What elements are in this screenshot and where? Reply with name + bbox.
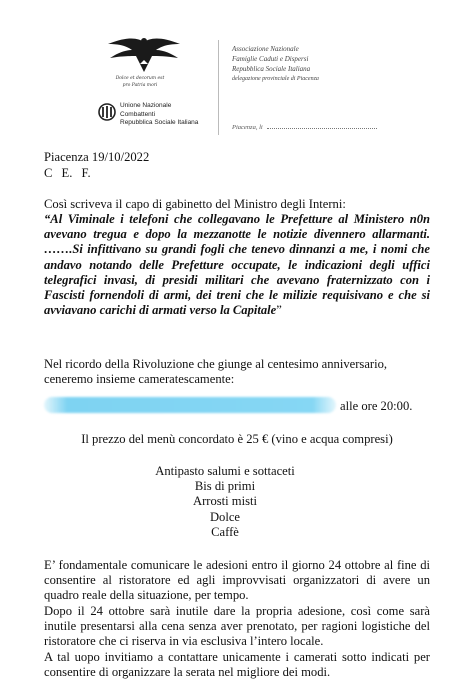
price-line: Il prezzo del menù concordato è 25 € (vino e acqua compresi) [81,432,393,446]
menu-list [100,464,350,540]
quote-text: “Al Viminale i telefoni che collegavano le Prefetture al Ministero n0n avevano tregua e dopo la mezzanotte le notizie divennero allarmanti. …….Si infittivano su grandi fogli che tenevo dinnanzi a me, i nomi che andavo notando delle Prefetture occupate, le indicazioni degli uffici telegrafici invasi, di presidi militari che avevano fraternizzato con i Fascisti fornendoli di armi, dei treni che le milizie requisivano e che si avviavano carichi di armati verso la Capitale [44,212,430,318]
redacted-venue [44,397,336,413]
association-letterhead: Associazione Nazionale Famiglie Caduti e Dispersi Repubblica Sociale Italiana delegazione provinciale di Piacenza [232,45,319,82]
menu-item: Antipasto salumi e sottaceti [155,464,295,478]
dinner-time: alle ore 20:00. [340,399,413,413]
letterhead-place-line: Piacenza, li [232,124,377,131]
uncr-logo [98,102,116,122]
closing-paragraph-contacts: A tal uopo invitiamo a contattare unicamente i camerati sotto indicati per consentire di organizzare la serata nel migliore dei modi. [44,650,430,680]
closing-paragraph-late: Dopo il 24 ottobre sarà inutile dare la propria adesione, così come sarà inutile presentarsi alla cena senza aver prenotato, per ragioni logistiche del ristoratore che ci riserva in via esclusiva l’intero locale. [44,604,430,649]
menu-item: Dolce [209,509,241,524]
remembrance-text: Nel ricordo della Rivoluzione che giunge al centesimo anniversario, ceneremo insieme cameratescamente: [44,357,388,387]
eagle-motto: Dolce et decorum est pro Patria mori [115,76,165,88]
eagle-emblem [104,34,184,74]
menu-item: Bis di primi [194,479,256,494]
recipient-initials: C E. F. [44,166,91,180]
quote-close: ” [276,303,282,318]
closing-paragraph-deadline: E’ fondamentale comunicare le adesioni entro il giorno 24 ottobre al fine di consentire al ristoratore ed agli improvvisati organizzatori di avere un quadro reale della situazione, per tempo. [44,558,430,603]
historical-quote [44,212,430,318]
menu-item: Arrosti misti [192,494,258,509]
uncr-name: Unione Nazionale Combattenti Repubblica Sociale Italiana [120,102,199,126]
blank-rule [267,128,377,129]
menu-item: Caffè [211,524,239,539]
date-line: Piacenza 19/10/2022 [44,150,150,164]
letterhead-divider [218,40,219,135]
intro-text: Così scriveva il capo di gabinetto del Ministro degli Interni: [44,197,346,211]
